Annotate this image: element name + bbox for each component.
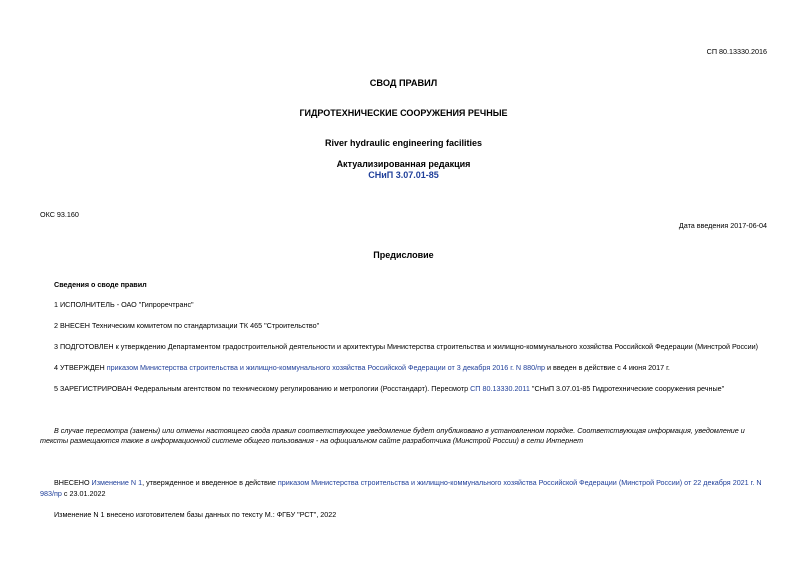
notice-line-1: В случае пересмотра (замены) или отмены настоящего свода правил соответствующее уведомление будет опубликовано в установленном порядке. Соответствующая информация, уведомление и [54, 426, 745, 435]
item-submitted: 2 ВНЕСЕН Техническим комитетом по стандартизации ТК 465 "Строительство" [54, 321, 320, 330]
introduction-date: Дата введения 2017-06-04 [678, 221, 767, 230]
edition-label: Актуализированная редакция [336, 159, 471, 169]
info-heading: Сведения о своде правил [54, 280, 147, 289]
amendment-order-link[interactable]: приказом Министерства строительства и жилищно-коммунального хозяйства Российской Федерации (Минстрой России) от 22 декабря 2021 г. N [277, 478, 762, 487]
item-registered-prefix: 5 ЗАРЕГИСТРИРОВАН Федеральным агентством по техническому регулированию и метрологии (Росстандарт). Пересмотр [54, 384, 471, 393]
amendment-1-link[interactable]: Изменение N 1 [91, 478, 143, 487]
amendment-note: Изменение N 1 внесено изготовителем базы данных по тексту М.: ФГБУ "РСТ", 2022 [54, 510, 337, 519]
item-executor: 1 ИСПОЛНИТЕЛЬ - ОАО "Гипроречтранс" [54, 300, 194, 309]
amendment-suffix: с 23.01.2022 [61, 489, 106, 498]
item-approved-suffix: и введен в действие с 4 июня 2017 г. [545, 363, 670, 372]
amendment-line-2 [40, 489, 105, 498]
item-prepared: 3 ПОДГОТОВЛЕН к утверждению Департаментом градостроительной деятельности и архитектуры Министерства строительства и жилищно-коммунального хозяйства Российской Федерации (Минстрой России) [54, 342, 759, 351]
amendment-prefix: ВНЕСЕНО [54, 478, 92, 487]
snip-reference-link[interactable]: СНиП 3.07.01-85 [368, 170, 439, 180]
oks-code: ОКС 93.160 [40, 210, 79, 219]
amendment-middle: , утвержденное и введенное в действие [142, 478, 278, 487]
document-heading: СВОД ПРАВИЛ [369, 78, 438, 88]
amendment-order-link-cont[interactable]: 983/пр [40, 489, 62, 498]
foreword-heading: Предисловие [373, 250, 434, 260]
document-title-en: River hydraulic engineering facilities [324, 138, 483, 148]
item-approved [54, 363, 670, 372]
item-registered-suffix: "СНиП 3.07.01-85 Гидротехнические сооружения речные" [529, 384, 725, 393]
document-title-ru: ГИДРОТЕХНИЧЕСКИЕ СООРУЖЕНИЯ РЕЧНЫЕ [299, 108, 508, 118]
previous-sp-link[interactable]: СП 80.13330.2011 [470, 384, 530, 393]
notice-line-2: тексты размещаются также в информационной системе общего пользования - на официальном сайте разработчика (Минстрой России) в сети Интернет [40, 436, 584, 445]
approval-order-link[interactable]: приказом Министерства строительства и жилищно-коммунального хозяйства Российской Федерации от 3 декабря 2016 г. N 880/пр [106, 363, 546, 372]
item-approved-prefix: 4 УТВЕРЖДЕН [54, 363, 107, 372]
document-code: СП 80.13330.2016 [706, 47, 767, 56]
item-registered [54, 384, 724, 393]
amendment-line-1 [54, 478, 762, 487]
